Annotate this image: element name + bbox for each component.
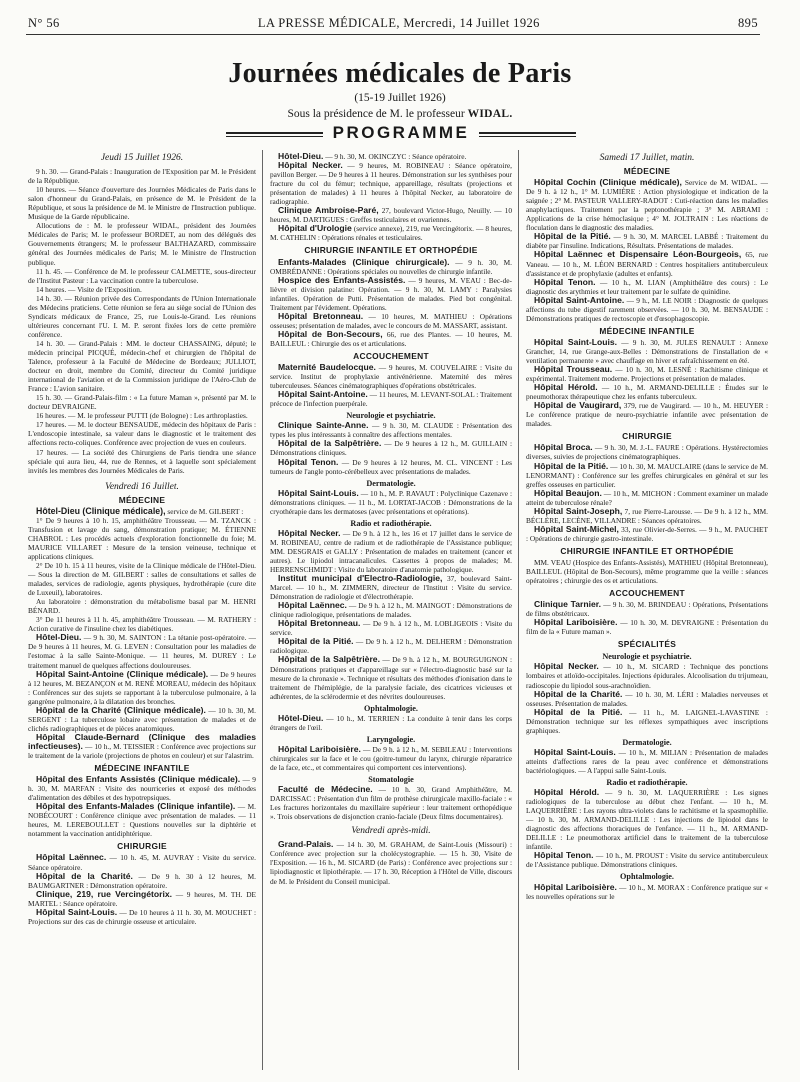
entry-heading: Hôpital Saint-Antoine. [278,389,368,400]
entry-heading: Institut municipal d'Electro-Radiologie, [278,573,443,584]
page-number: 895 [738,15,758,30]
entry-heading: Grand-Palais. [278,839,334,850]
entry-heading: Hôpital Tenon. [278,456,339,467]
entry-heading: Hôpital Bretonneau. [278,618,361,629]
programme-label: PROGRAMME [332,123,470,142]
entry-heading: Hôpital Saint-Louis. [36,906,118,917]
entry-text: — 10 h., M. TEISSIER : Conférence avec projections sur le traitement de la variole (projections de photos en couleur) et sur l'alastrim. [28,741,256,760]
entry-text: 65, rue Vaneau. — 10 h., M. LÉON BERNARD : Centres hospitaliers antituberculeux d'assistance et de prophylaxie (adultes et enfants). [526,250,768,278]
entry-heading: Hôpital Laënnec et Dispensaire Léon-Bourgeois, [534,249,742,260]
entry-text: — 10 h. 30, M. SERGENT : La tuberculose lobaire avec présentation de malades et de clichés radiographiques et de pièces anatomiques. [28,705,256,733]
entry-text: — De 9 heures à 12 heures, M. CL. VINCENT : Les tumeurs de l'angle ponto-cérébelleux avec présentations de malades. [270,457,512,476]
entry-heading: Hôpital Lariboisière. [534,617,618,628]
entry-heading: Faculté de Médecine. [278,784,373,795]
entry-text: — 11 h., M. LAIGNEL-LAVASTINE : Démonstration technique sur les réflexes sympathiques avec inscriptions graphiques. [526,707,768,735]
entry-heading: Hôtel-Dieu. [278,712,324,723]
entry-heading: Clinique Tarnier. [534,599,602,610]
entry-text: — 10 h., M. TERRIEN : La conduite à tenir dans les corps étrangers de l'œil. [270,713,512,732]
subsection-heading: Laryngologie. [366,734,416,744]
paragraph: 15 h. 30. — Grand-Palais-film : « La future Maman », présenté par M. le docteur DEVRAIGNE. [28,393,256,412]
section-heading: MÉDECINE [118,494,166,505]
entry-heading: Hôpital Bretonneau. [278,310,364,321]
presidence-name: WIDAL. [467,108,513,120]
entry-heading: Hôpital de la Pitié. [534,231,611,242]
entry-heading: Hôpital Saint-Antoine. [534,294,625,305]
paragraph: 14 h. 30. — Réunion privée des Correspondants de l'Union Internationale des Médecins praticiens. Cette réunion se fera au siège social de l'Union des Syndicats médicaux de France, 25, rue Louis-le-Grand. Les réunions ultérieures concernant l'U. I. M. P. seront fixées lors de cette première conférence. [28,293,256,339]
entry-text: (service annexe), 219, rue Vercingétorix. — 8 heures, M. CATHELIN : Opérations rénales et testiculaires. [270,224,512,243]
entry-heading: Hôpital Beaujon. [534,487,602,498]
section-heading: ACCOUCHEMENT [353,350,429,361]
entry-text: — 9 h. 30, M. MARCEL LABBÉ : Traitement du diabète par l'insuline. Indications, Résultats. Présentations de malades. [526,232,768,251]
subsection-heading: Neurologie et psychiatrie. [346,411,436,421]
entry-text: — 9 heures, M. ROBINEAU : Séance opératoire, pavillon Berger. — De 9 heures à 11 heures. Démonstration sur les synthèses pour fracture du col du fémur; technique, appareillage, résultats (projections et présentation de malades) à 11 heures à l'hôpital Necker, au laboratoire de radiographie. [270,161,512,207]
entry-heading: Hôpital Trousseau. [534,364,613,375]
issue-number: N° 56 [28,15,60,30]
entry-heading: Hôpital Claude-Bernard (Clinique des maladies infectieuses). [28,731,256,751]
day-heading-samedi: Samedi 17 Juillet, matin. [599,153,695,163]
presidence-line [0,108,800,120]
entry-text: 7, rue Pierre-Larousse. — De 9 h. à 12 h., MM. BÉCLÈRE, LECÈNE, VILLANDRE : Séances opératoires. [526,506,768,525]
entry-heading: Hôpital Necker. [278,160,343,171]
entry-text: 33, rue Olivier-de-Serres. — 9 h., M. PAUCHET : Opérations de chirurgie gastro-intestinale. [526,524,768,543]
page-title: Journées médicales de Paris [228,58,572,89]
paragraph: 10 heures. — Séance d'ouverture des Journées Médicales de Paris dans le salon d'honneur du Grand-Palais, en présence de M. le Président de la République, et sous la présidence de M. le Ministre de l'Instruction publique. Musique de la Garde républicaine. [28,185,256,222]
subsection-heading: Radio et radiothérapie. [350,518,432,528]
running-header [28,14,758,32]
column-3 [526,152,768,1070]
entry-text: — 10 heures, M. MATHIEU : Opérations osseuses; présentation de malades, avec le concours de M. MASSART, assistant. [270,311,512,330]
entry-heading: Hôpital Saint-Louis. [534,746,616,757]
entry-text: — 9 h. 30, M. CLAUDE : Présentation des types les plus intéressants à connaître des affections mentales. [270,421,512,440]
entry-text: — De 9 h. à 12 h., M. DELHERM : Démonstration radiologique. [270,637,512,656]
entry-heading: Hôpital de la Charité (Clinique médicale). [36,704,206,715]
entry-heading: Hôpital Saint-Michel, [534,523,619,534]
entry-text: — 9 heures, M. COUVELAIRE : Visite du service. Institut de prophylaxie antivénérienne. Maternité des mères tuberculeuses. Séances cinématographiques d'opérations obstétricales. [270,363,512,391]
entry-text: — 10 h., M. LIAN (Amphithéâtre des cours) : Le diagnostic des arythmies et leur traitement par le sulfate de quinidine. [526,277,768,296]
column-1 [28,152,256,1070]
section-heading: MÉDECINE [623,166,671,177]
subsection-heading: Stomatologie [368,775,414,785]
entry-text: 66, rue des Plantes. — 10 heures, M. BAILLEUL : Chirurgie des os et articulations. [270,329,512,348]
paragraph: 16 heures. — M. le professeur PUTTI (de Bologne) : Les arthroplasties. [36,411,248,421]
paragraph: 14 heures. — Visite de l'Exposition. [36,284,142,294]
entry-heading: Hôpital d'Urologie [278,223,352,234]
subsection-heading: Ophtalmologie. [364,703,418,713]
entry-text: — 10 h. 45, M. AUVRAY : Visite du service. Séance opératoire. [28,853,256,872]
entry-heading: Clinique Sainte-Anne. [278,420,369,431]
entry-text: — 14 h. 30, M. GRAHAM, de Saint-Louis (Missouri) : Conférence avec projection sur la cholécystographie. — 15 h. 30, Visite de l'Exposition. — 16 h., M. SICARD (de Paris) : Conférence avec projections sur : lipiodiagnostic et lipiothérapie. — 17 h. 30, Réception à l'Hôtel de Ville, discours de M. le Président du Conseil municipal. [270,840,512,886]
entry-text: — De 9 h. à 12 h., M. MAINGOT : Démonstrations de clinique radiologique, présentations de malades. [270,601,512,620]
entry-text: — 9 heures, M. VEAU : Bec-de-lièvre et division palatine: Opération. — 9 h. 30, M. LAMY : Paralysies infantiles. Opération de Putti. Présentation de malades. Pied bot congénital. Traitement par l'évidement. Opérations. [270,275,512,312]
entry-text: — 9 h. 30, M. LAQUERRIÈRE : Les signes radiologiques de la tuberculose au début chez l'enfant. — 10 h., M. LAQUERRIÈRE : Les rayons ultra-violets dans le rachitisme et la spasmophilie. — 10 h. 30, M. ARMAND-DELILLE : Les injections de lipiodol dans le diagnostic des affections thoraciques de l'enfance. — 11 h., M. ARMAND-DELILLE : Le pneumothorax artificiel dans le traitement de la tuberculose infantile. [526,788,768,852]
subsection-heading: Neurologie et psychiatrie. [602,652,692,662]
entry-text: — 10 h., M. MILIAN : Présentation de malades atteints d'affections rares de la peau avec conférence et démonstrations bactériologiques. — A l'appui salle Saint-Louis. [526,747,768,775]
entry-text: — 10 h., M. ARMAND-DELILLE : Études sur le pneumothorax thérapeutique chez les enfants tuberculeux. [526,383,768,402]
dates-subtitle: (15-19 Juillet 1926) [354,92,446,104]
entry-text: — De 9 h. à 12 h., M. BOURGUIGNON : Démonstrations pratiques et d'appareillage sur « l'électro-diagnostic basé sur la mesure de la chronaxie ». Technique et résultats des méthodes d'ionisation dans le traitement de l'hémiplégie, de la paralysie faciale, des cicatrices vicieuses et adhérentes, de la sclérodermie et des névrites douloureuses. [270,655,512,701]
entry-text: — De 9 heures à 12 heures, M. BEZANÇON et M. RENÉ MOREAU, médecin des hôpitaux : Conférences sur des sujets se rapportant à la tuberculose pulmonaire, à la gangrène pulmonaire, à la dilatation des bronches. [28,669,256,706]
entry-heading: Hôpital Broca. [534,442,593,453]
entry-text: — 10 h., M. P. RAVAUT : Polyclinique Cazenave : démonstrations cliniques. — 11 h., M. LORTAT-JACOB : Démonstrations de la cryothérapie dans les dermatoses (avec présentations et opérations). [270,488,512,516]
entry-heading: Enfants-Malades (Clinique chirurgicale). [278,256,450,267]
paragraph: 1° De 9 heures à 10 h. 15, amphithéâtre Trousseau. — M. TZANCK : Transfusion et lavage du sang, démonstration pratique; M. ÉTIENNE CHABROL : Les procédés actuels d'exploration fonctionnelle du foie; M. MAURICE VILLARET : Mesure de la tension veineuse, technique et applications cliniques. [28,515,256,561]
entry-heading: Hôpital de la Salpêtrière. [278,438,382,449]
section-heading: CHIRURGIE [117,841,167,852]
entry-heading: Hôpital Laënnec. [278,600,347,611]
entry-text: — 10 h. 30, M. LESNÉ : Rachitisme clinique et expérimental. Traitement moderne. Projections et présentation de malades. [526,365,768,384]
subsection-heading: Radio et radiothérapie. [606,778,688,787]
column-2 [270,152,512,1070]
entry-text: — De 9 h. à 12 h., M. SEBILEAU : Interventions chirurgicales sur la face et le cou (goitre-tumeur du larynx, chirurgie réparatrice de la face, etc., et commentaires qui comportent ces interventions). [270,744,512,772]
entry-text: 37, boulevard Saint-Marcel. — 10 h., M. ZIMMERN, directeur de l'Institut : Visite du service. Démonstration de radiologie et d'électrothérapie. [270,574,512,602]
column-divider-2 [518,150,519,1070]
entry-heading: Hôpital Saint-Louis. [534,336,618,347]
entry-text: — De 10 heures à 11 h. 30, M. MOUCHET : Projections sur des cas de chirurgie osseuse et articulaire. [28,907,256,926]
banner-rule-right [479,132,576,134]
section-heading: ACCOUCHEMENT [609,588,685,599]
entry-heading: Hospice des Enfants-Assistés. [278,274,406,285]
section-heading: MÉDECINE INFANTILE [94,763,190,774]
section-heading: CHIRURGIE INFANTILE ET ORTHOPÉDIE [560,545,734,556]
entry-heading: Hôpital Necker. [278,527,341,538]
subsection-heading: Dermatologie. [622,737,672,747]
paragraph: MM. VEAU (Hospice des Enfants-Assistés), MATHIEU (Hôpital Bretonneau), BAILLEUL (Hôpital de Bon-Secours), même programme que la veille : séances opératoires ; chirurgie des os et articulations. [526,557,768,586]
entry-heading: Hôpital de la Pitié. [278,636,354,647]
entry-text: — De 9 h. 30 à 12 heures, M. BAUMGARTNER : Démonstration opératoire. [28,871,256,890]
entry-text: — 10 h., M. MICHON : Comment examiner un malade atteint de tuberculose rénale? [526,488,768,507]
entry-heading: Hôtel-Dieu. [278,152,324,161]
column-divider-1 [262,150,263,1070]
entry-text: — 10 h., M. SICARD : Technique des ponctions lombaires et atloïdo-occipitales. Injections épidurales. Alcoolisation du trijumeau, radioscopie du lipiodol sous-arachnoïdien. [526,662,768,690]
entry-text: — 11 heures, M. LEVANT-SOLAL : Traitement précoce de l'infection puerpérale. [270,390,512,409]
entry-text: — 9 h. 30, M. OKINCZYC : Séance opératoire. [325,152,467,161]
entry-text: — 9 h. 30, M. BRINDEAU : Opérations, Présentations de films obstétricaux. [526,600,768,619]
entry-heading: Hôpital Necker. [534,661,599,672]
day-heading-jeudi: Jeudi 15 Juillet 1926. [100,153,184,163]
entry-heading: Hôpital Cochin (Clinique médicale), [534,177,682,188]
entry-text: — De 9 h. à 12 h., les 16 et 17 juillet dans le service de M. ROBINEAU, centre de radium et de radiothérapie de l'Assistance publique; MM. DESGRAIS et GALLY : Présentation de malades en traitement (cancer et autres). Le lipiodol intracanalicules. Cassettes à propos de malades; M. HERRENSCHMIDT : Visite du laboratoire d'anatomie pathologique. [270,528,512,575]
entry-heading: Hôpital de la Charité. [36,870,133,881]
entry-heading: Hôpital Saint-Antoine (Clinique médicale). [36,668,209,679]
entry-heading: Hôpital Hérold. [534,382,598,393]
entry-text: — 9 heures, M. TH. DE MARTEL : Séance opératoire. [28,889,256,908]
entry-heading: Hôpital de Vaugirard, [534,400,622,411]
subsection-heading: Ophtalmologie. [620,872,674,882]
entry-heading: Hôpital Tenon. [534,276,596,287]
entry-text: Service de M. WIDAL. — De 9 h. à 12 h., 1° M. LUMIÈRE : Action physiologique et indication de la saignée ; 2° M. PASTEUR VALLERY-RADOT : Cuti-réaction dans les maladies anaphylactiques. Traitement par la peptonothérapie ; 3° M. ABRAMI : Applications de la crise hémoclasique ; 4° M. JOLTRAIN : Les réactions de floculation dans le diagnostic des maladies. [526,178,768,233]
entry-text: — 9 h. 30, M. J.-L. FAURE : Opérations. Hystérectomies diverses, suivies de projections cinématographiques. [526,443,768,462]
entry-heading: Hôpital Tenon. [534,850,594,861]
entry-text: — De 9 heures à 12 h., M. GUILLAIN : Démonstrations cliniques. [270,439,512,458]
section-heading: CHIRURGIE INFANTILE ET ORTHOPÉDIE [304,245,478,256]
entry-heading: Hôpital des Enfants-Malades (Clinique infantile). [36,801,236,812]
subsection-heading: Dermatologie. [366,478,416,488]
paragraph: Allocutions de : M. le professeur WIDAL, président des Journées Médicales de Paris; M. le professeur BORDET, au nom des délégués des Gouvernements étrangers; M. le professeur BALTHAZARD, commissaire général des Journées médicales de Paris; M. le Ministre de l'Instruction publique. [28,221,256,267]
entry-text: — 10 h. 30, M. MAUCLAIRE (dans le service de M. LENORMANT) : Conférence sur les greffes chirurgicales en général et sur les greffes osseuses en particulier. [526,461,768,489]
paragraph: 2° De 10 h. 15 à 11 heures, visite de la Clinique médicale de l'Hôtel-Dieu. — Sous la direction de M. GILBERT : salles de consultations et salles de malades, services de radiologie, agents physiques, hydrothérapie (cure dite de Luxeuil), laboratoires. [28,561,256,598]
entry-heading: Hôpital de la Salpêtrière. [278,654,380,665]
entry-text: — 10 h., M. MORAX : Conférence pratique sur « les nouvelles opérations sur le [526,882,768,901]
entry-text: — 9 h. 30, M. SAINTON : La tétanie post-opératoire. — De 9 heures à 11 heures, M. G. LEVEN : Consultation pour les maladies de l'estomac à la salle Sainte-Monique. — 11 heures, M. DUREY : Le traitement manuel de quelques affections douloureuses. [28,633,256,670]
entry-heading: Hôpital Hérold. [534,787,600,798]
entry-heading: Hôpital Lariboisière. [278,743,361,754]
entry-text: — 10 h. 30, M. LÉRI : Maladies nerveuses et osseuses. Présentation de malades. [526,689,768,708]
entry-heading: Hôpital de la Pitié. [534,706,623,717]
paragraph: 3° De 11 heures à 11 h. 45, amphithéâtre Trousseau. — M. RATHERY : Action curative de l'insuline chez les diabétiques. [28,615,256,634]
entry-text: 27, boulevard Victor-Hugo, Neuilly. — 10 heures, M. DARTIGUES : Greffes testiculaires et ovariennes. [270,206,512,225]
paragraph: 14 h. 30. — Grand-Palais : MM. le docteur CHASSAING, député; le médecin principal PICQUÉ, médecin-chef et chirurgien de l'hôpital de Talence, professeur à la Faculté de Médecine de Bordeaux; JULLIOT, docteur en droit, membre du Comité, directeur du Comité juridique international de l'aviation et de la Commission juridique de l'Aéro-Club de France : L'avion sanitaire. [28,338,256,394]
entry-heading: Clinique, 219, rue Vercingétorix. [36,888,173,899]
entry-text: — 10 h., M. PROUST : Visite du service antituberculeux de l'Assistance publique. Démonstrations cliniques. [526,851,768,870]
paragraph: 11 h. 45. — Conférence de M. le professeur CALMETTE, sous-directeur de l'Institut Pasteur : La vaccination contre la tuberculose. [28,266,256,285]
programme-banner [226,122,576,144]
paragraph: Au laboratoire : démonstration du métabolisme basal par M. HENRI BÉNARD. [28,597,256,616]
journal-line: LA PRESSE MÉDICALE, Mercredi, 14 Juillet 1926 [257,15,540,30]
entry-heading: Maternité Baudelocque. [278,362,376,373]
entry-heading: Clinique Ambroise-Paré, [278,205,379,216]
day-heading-vendredi-apres-midi: Vendredi après-midi. [351,826,431,837]
entry-heading: Hôtel-Dieu. [36,632,82,643]
paragraph: 17 heures. — M. le docteur BENSAUDE, médecin des hôpitaux de Paris : L'endoscopie intestinale, sa valeur dans le diagnostic et le traitement des affections recto-coliques. Conférence avec projection de vues en couleurs. [28,420,256,448]
entry-heading: Hôpital de la Charité. [534,688,623,699]
entry-heading: Hôpital Saint-Joseph, [534,505,623,516]
entry-heading: Hôtel-Dieu (Clinique médicale), [36,505,166,516]
entry-text: — M. NOBÉCOURT : Conférence clinique avec présentation de malades. — 11 heures, M. LEREBOULLET : Questions nouvelles sur la diphtérie et notamment la vaccination antidiphtérique. [28,802,256,839]
entry-text: — 9 h. 30, M. MARFAN : Visite des nourriceries et exposé des méthodes d'alimentation des débiles et des hypotrepsiques. [28,775,256,803]
section-heading: SPÉCIALITÉS [617,639,677,650]
section-heading: CHIRURGIE [622,431,672,442]
entry-heading: Hôpital Saint-Louis. [278,487,359,498]
paragraph: 9 h. 30. — Grand-Palais : Inauguration de l'Exposition par M. le Président de la République. [28,167,256,186]
entry-text: — De 9 h. à 12 h., M. LOBLIGEOIS : Visite du service. [270,619,512,638]
entry-text: — 9 h., M. LE NOIR : Diagnostic de quelques affections du tube digestif rarement observées. — 10 h. 30, M. BENSAUDE : Démonstrations pratiques de rectoscopie et d'œsophagoscopie. [526,295,768,323]
header-rule [26,34,760,35]
entry-heading: Hôpital des Enfants Assistés (Clinique médicale). [36,774,241,785]
section-heading: MÉDECINE INFANTILE [599,325,695,336]
entry-text: — 10 h. 30, Grand Amphithéâtre, M. DARCISSAC : Présentation d'un film de prothèse chirurgicale maxillo-faciale : « Les fractures horizontales du maxillaire supérieur : leur traitement orthopédique ». Trois observations de disjonction cranio-faciale (Deux films documentaires). [270,785,512,822]
entry-heading: Hôpital de la Pitié. [534,460,609,471]
entry-heading: Hôpital Laënnec. [36,852,107,863]
entry-text: 379, rue de Vaugirard. — 10 h., M. HEUYER : Le conférence pratique de neuro-psychiatrie infantile avec présentation de malades. [526,401,768,429]
banner-rule-left [226,132,323,134]
day-heading-vendredi: Vendredi 16 Juillet. [105,481,179,492]
paragraph: 17 heures. — La société des Chirurgiens de Paris tiendra une séance spéciale qui aura lieu, 44, rue de Rennes, et à laquelle sont spécialement invités les membres des Journées Médicales de Paris. [28,447,256,475]
entry-text: service de M. GILBERT : [167,506,244,516]
entry-heading: Hôpital de Bon-Secours, [278,328,383,339]
entry-text: — 10 h. 30, M. DEVRAIGNE : Présentation du film de la « Future maman ». [526,618,768,637]
entry-text: — 9 h. 30, M. OMBRÉDANNE : Opérations spéciales ou nouvelles de chirurgie infantile. [270,257,512,276]
entry-text: — 9 h. 30, M. JULES RENAULT : Annexe Grancher, 14, rue Grange-aux-Belles : Démonstrations de l'installation de « ventilation permanente » avec chauffage en hiver et rafraîchissement en été. [526,337,768,365]
entry-heading: Hôpital Lariboisière. [534,881,617,892]
presidence-prefix: Sous la présidence de M. le professeur [287,108,465,120]
